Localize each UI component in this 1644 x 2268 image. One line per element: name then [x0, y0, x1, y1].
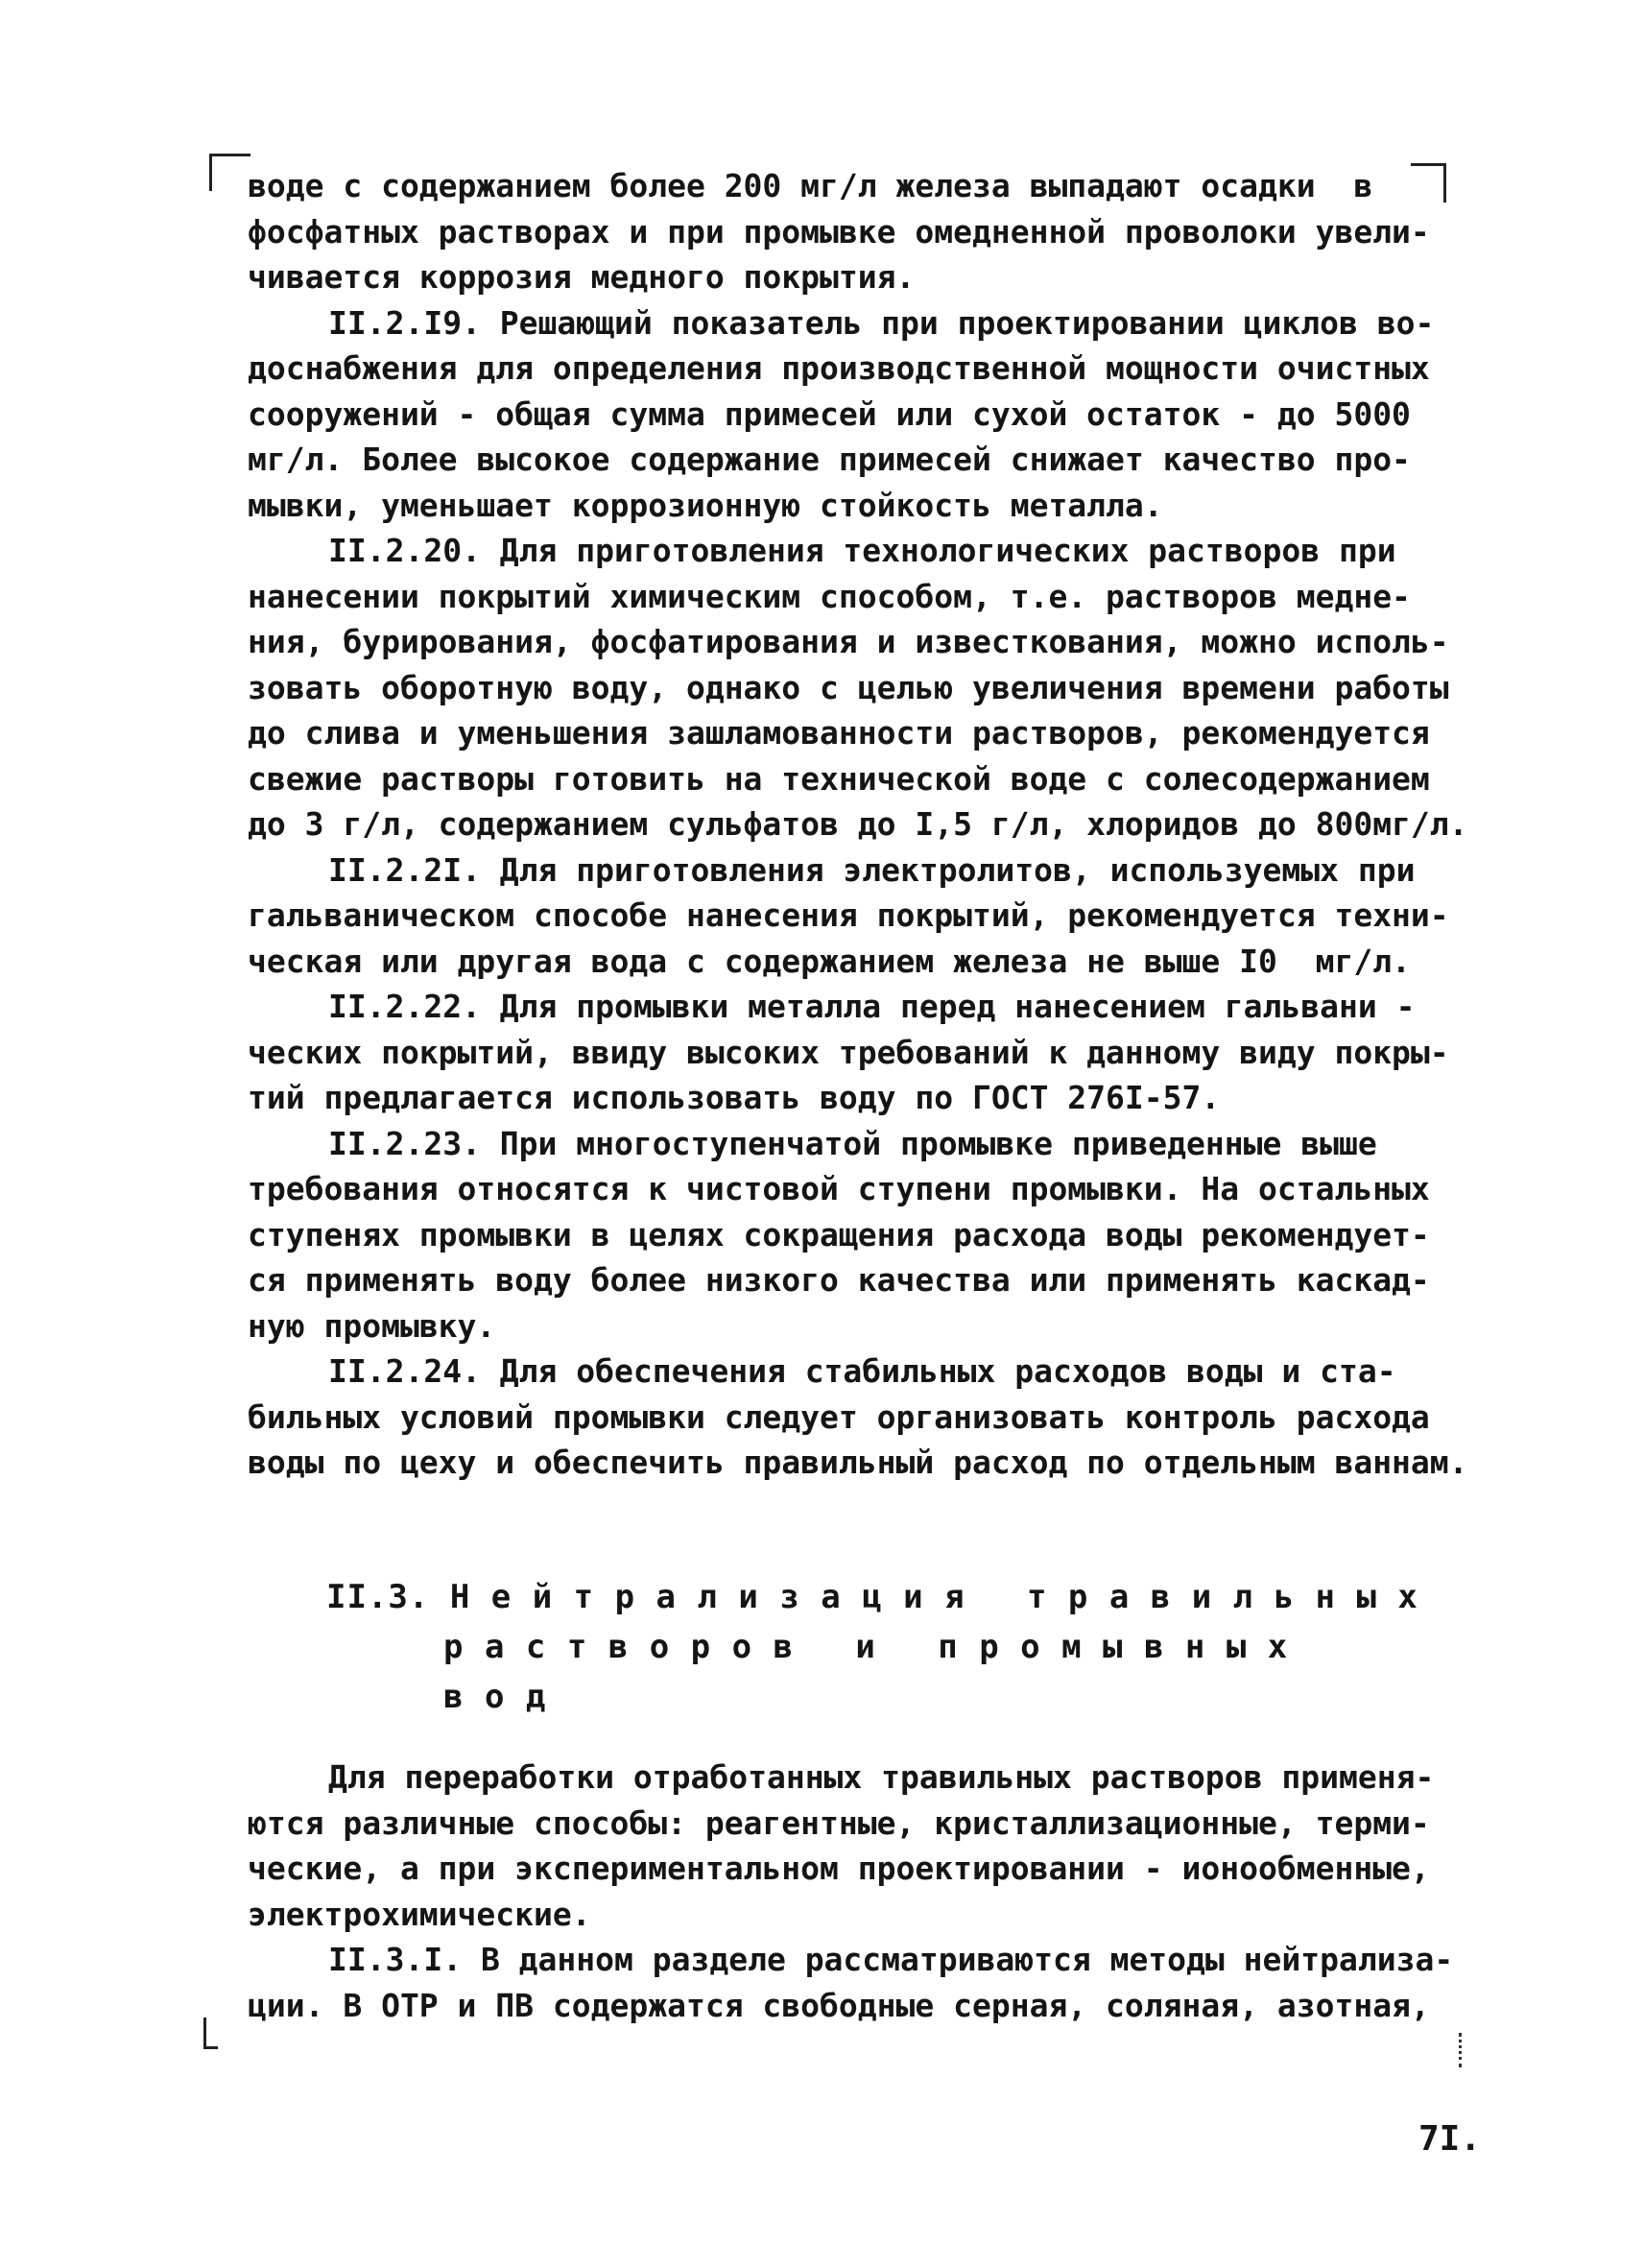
text-line: ступенях промывки в целях сокращения расхода воды рекомендует- [248, 1215, 1430, 1253]
text-line: электрохимические. [248, 1895, 591, 1933]
text-line: II.2.22. Для промывки металла перед нанесением гальвани - [328, 988, 1416, 1025]
text-line: сооружений - общая сумма примесей или сухой остаток - до 5000 [248, 394, 1411, 433]
section-heading [326, 1572, 1418, 1722]
text-line: воде с содержанием более 200 мг/л железа выпадают осадки в [248, 167, 1373, 204]
text-line: гальваническом способе нанесения покрытий, рекомендуется техни- [248, 896, 1449, 934]
text-line: ния, бурирования, фосфатирования и известкования, можно исполь- [248, 623, 1449, 660]
body-text-top [248, 163, 1486, 1486]
text-line: до 3 г/л, содержанием сульфатов до I,5 г/л, хлоридов до 800мг/л. [248, 805, 1468, 843]
text-line: мывки, уменьшает коррозионную стойкость металла. [248, 486, 1163, 524]
text-line: ются различные способы: реагентные, кристаллизационные, терми- [248, 1803, 1430, 1842]
text-line: ную промывку. [248, 1306, 496, 1345]
text-line: чивается коррозия медного покрытия. [248, 258, 916, 296]
text-line: доснабжения для определения производственной мощности очистных [248, 349, 1430, 387]
text-line: II.2.I9. Решающий показатель при проектировании циклов во- [328, 303, 1435, 342]
text-line: бильных условий промывки следует организовать контроль расхода [248, 1397, 1430, 1436]
page-number: 7I. [1418, 2119, 1482, 2159]
section-heading-line-2: р а с т в о р о в и п р о м ы в н ы х [443, 1628, 1289, 1666]
text-line: Для переработки отработанных травильных растворов применя- [328, 1758, 1435, 1796]
crop-mark-bottom-left [203, 2017, 218, 2049]
crop-mark-bottom-right [1459, 2033, 1462, 2067]
section-heading-line-3: в о д [443, 1678, 547, 1716]
text-line: до слива и уменьшения зашламованности растворов, рекомендуется [248, 714, 1430, 752]
text-line: мг/л. Более высокое содержание примесей снижает качество про- [248, 441, 1411, 478]
text-line: тий предлагается использовать воду по ГОСТ 276I-57. [248, 1079, 1221, 1116]
text-line: ческая или другая вода с содержанием железа не выше I0 мг/л. [248, 942, 1411, 980]
text-line: II.2.20. Для приготовления технологических растворов при [328, 532, 1396, 569]
section-heading-line-1: II.3. Н е й т р а л и з а ц и я т р а в и л ь н ы х [326, 1578, 1418, 1616]
text-line: зовать оборотную воду, однако с целью увеличения времени работы [248, 668, 1449, 706]
text-line: ческие, а при экспериментальном проектировании - ионообменные, [248, 1850, 1430, 1887]
text-line: требования относятся к чистовой ступени промывки. На остальных [248, 1170, 1430, 1207]
text-line: фосфатных растворах и при промывке омедненной проволоки увели- [248, 212, 1430, 251]
text-line: ции. В ОТР и ПВ содержатся свободные серная, соляная, азотная, [248, 1986, 1430, 2024]
text-line: свежие растворы готовить на технической воде с солесодержанием [248, 759, 1430, 798]
text-line: ческих покрытий, ввиду высоких требований к данному виду покры- [248, 1033, 1449, 1071]
text-line: воды по цеху и обеспечить правильный расход по отдельным ваннам. [248, 1444, 1468, 1481]
text-line: II.3.I. В данном разделе рассматриваются методы нейтрализа- [328, 1941, 1454, 1978]
text-line: II.2.23. При многоступенчатой промывке приведенные выше [328, 1124, 1377, 1162]
body-text-bottom [248, 1755, 1486, 2028]
text-line: ся применять воду более низкого качества или применять каскад- [248, 1261, 1430, 1299]
text-line: II.2.24. Для обеспечения стабильных расходов воды и ста- [328, 1352, 1396, 1390]
text-line: нанесении покрытий химическим способом, т.е. растворов медне- [248, 577, 1411, 615]
crop-mark-top-left [209, 154, 250, 191]
text-line: II.2.2I. Для приготовления электролитов, используемых при [328, 850, 1416, 889]
